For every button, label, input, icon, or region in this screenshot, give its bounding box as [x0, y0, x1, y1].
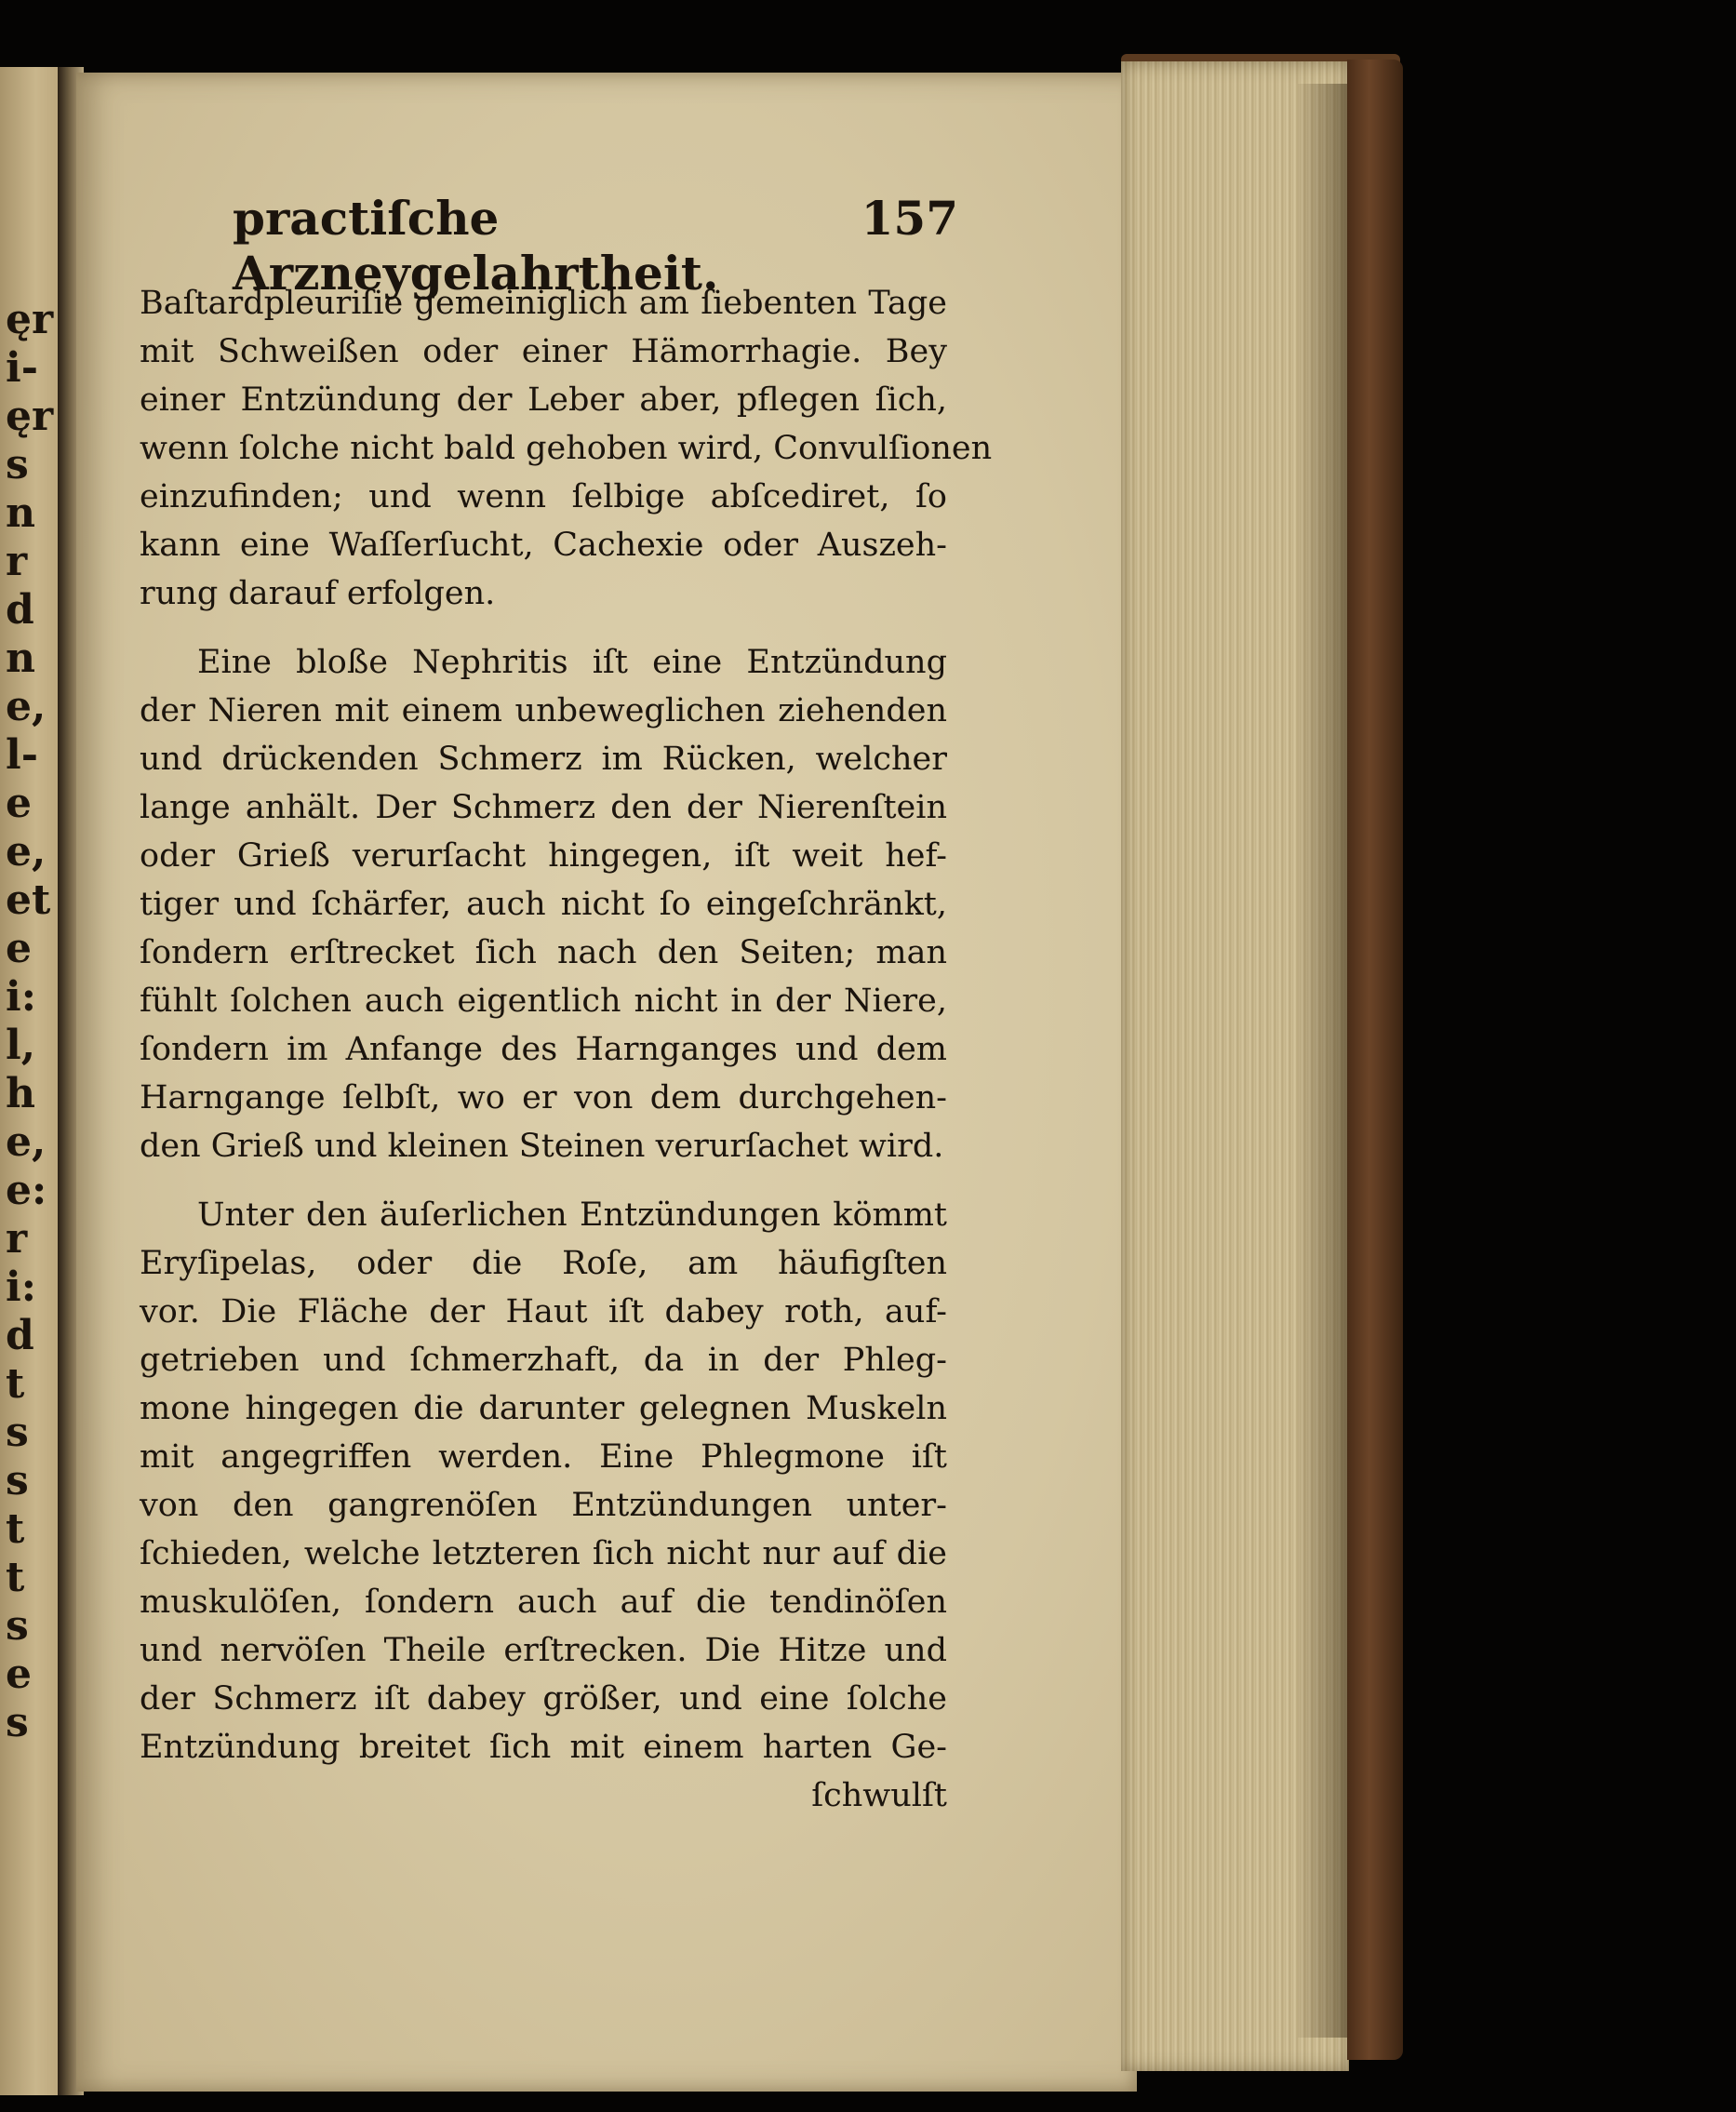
text-line: wenn ſolche nicht bald gehoben wird, Convulſionen: [140, 430, 993, 467]
text-line: tiger und ſchärfer, auch nicht ſo eingeſchränkt,: [140, 886, 947, 923]
text-line: den Grieß und kleinen Steinen verurſachet wird.: [140, 1128, 944, 1165]
text-line: lange anhält. Der Schmerz den der Nierenſtein: [140, 789, 947, 826]
previous-page-text-fragment: e,: [6, 1118, 47, 1166]
previous-page-text-fragment: t: [6, 1554, 25, 1601]
text-line: Eine bloße Nephritis iſt eine Entzündung: [197, 644, 947, 681]
previous-page-text-fragment: s: [6, 1409, 29, 1456]
previous-page-text-fragment: n: [6, 489, 35, 537]
text-line: mit angegriffen werden. Eine Phlegmone iſt: [140, 1438, 947, 1476]
previous-page-text-fragment: d: [6, 586, 34, 634]
previous-page-text-fragment: e: [6, 780, 32, 827]
previous-page-text-fragment: e:: [6, 1167, 47, 1214]
text-line: von den gangrenöſen Entzündungen unter-: [140, 1487, 947, 1524]
previous-page-text-fragment: t: [6, 1360, 25, 1408]
text-line: Unter den äuſerlichen Entzündungen kömmt: [197, 1196, 947, 1234]
text-line: der Schmerz iſt dabey größer, und eine ſolche: [140, 1680, 947, 1718]
previous-page-edge: [0, 67, 65, 2095]
previous-page-text-fragment: t: [6, 1505, 25, 1553]
previous-page-text-fragment: s: [6, 1602, 29, 1650]
page-number: 157: [861, 191, 958, 246]
previous-page-text-fragment: l-: [6, 731, 38, 779]
previous-page-text-fragment: e,: [6, 683, 47, 730]
text-line: vor. Die Fläche der Haut iſt dabey roth, auf-: [140, 1293, 947, 1330]
text-line: mit Schweißen oder einer Hämorrhagie. Bey: [140, 333, 947, 370]
previous-page-text-fragment: e: [6, 925, 32, 972]
previous-page-text-fragment: h: [6, 1070, 35, 1117]
text-line: ſondern im Anfange des Harnganges und dem: [140, 1031, 947, 1068]
text-line: Eryſipelas, oder die Roſe, am häufigſten: [140, 1245, 947, 1282]
text-line: Harngange ſelbſt, wo er von dem durchgehen-: [140, 1079, 947, 1116]
text-line: getrieben und ſchmerzhaft, da in der Phleg-: [140, 1342, 947, 1379]
text-line: und nervöſen Theile erſtrecken. Die Hitze und: [140, 1632, 947, 1669]
previous-page-text-fragment: et: [6, 876, 51, 924]
page-body: [140, 279, 993, 1820]
page-edges-shadow: [1298, 84, 1349, 2038]
text-line: einer Entzündung der Leber aber, pflegen ſich,: [140, 381, 947, 419]
paragraph-2: [140, 638, 947, 1170]
previous-page-text-fragment: i:: [6, 973, 36, 1021]
text-line: Baſtardpleuriſie gemeiniglich am ſiebenten Tage: [140, 285, 947, 322]
text-line: rung darauf erfolgen.: [140, 575, 496, 612]
paragraph-3: [140, 1191, 947, 1771]
previous-page-text-fragment: r: [6, 1215, 28, 1263]
previous-page-text-fragment: e: [6, 1651, 32, 1698]
text-line: mone hingegen die darunter gelegnen Muskeln: [140, 1390, 947, 1427]
previous-page-text-fragment: i:: [6, 1263, 36, 1311]
running-title: practiſche Arzneygelahrtheit.: [233, 191, 719, 301]
text-line: muskulöſen, ſondern auch auf die tendinöſen: [140, 1584, 947, 1621]
text-line: ſondern erſtrecket ſich nach den Seiten; man: [140, 934, 947, 971]
previous-page-text-fragment: i-: [6, 344, 38, 392]
text-line: fühlt ſolchen auch eigentlich nicht in der Niere,: [140, 982, 947, 1020]
text-line: ſchieden, welche letzteren ſich nicht nur auf die: [140, 1535, 947, 1572]
previous-page-text-fragment: ęr: [6, 296, 54, 343]
catchword: ſchwulſt: [811, 1777, 947, 1814]
previous-page-text-fragment: n: [6, 635, 35, 682]
text-line: Entzündung breitet ſich mit einem harten Ge-: [140, 1729, 947, 1766]
previous-page-text-fragment: s: [6, 441, 29, 488]
previous-page-text-fragment: e,: [6, 828, 47, 876]
text-line: der Nieren mit einem unbeweglichen ziehenden: [140, 692, 947, 729]
previous-page-text-fragment: d: [6, 1312, 34, 1359]
previous-page-text-fragment: ęr: [6, 393, 54, 440]
leather-cover: [1347, 60, 1403, 2060]
text-line: einzufinden; und wenn ſelbige abſcediret, ſo: [140, 478, 947, 515]
previous-page-text-fragment: r: [6, 538, 28, 585]
text-line: kann eine Waſſerſucht, Cachexie oder Auszeh-: [140, 527, 947, 564]
text-line: und drückenden Schmerz im Rücken, welcher: [140, 741, 947, 778]
previous-page-text-fragment: s: [6, 1457, 29, 1504]
previous-page-text-fragment: l,: [6, 1022, 36, 1069]
previous-page-text-fragment: s: [6, 1699, 29, 1746]
paragraph-1: [140, 279, 993, 618]
text-line: oder Grieß verurſacht hingegen, iſt weit hef-: [140, 837, 947, 875]
